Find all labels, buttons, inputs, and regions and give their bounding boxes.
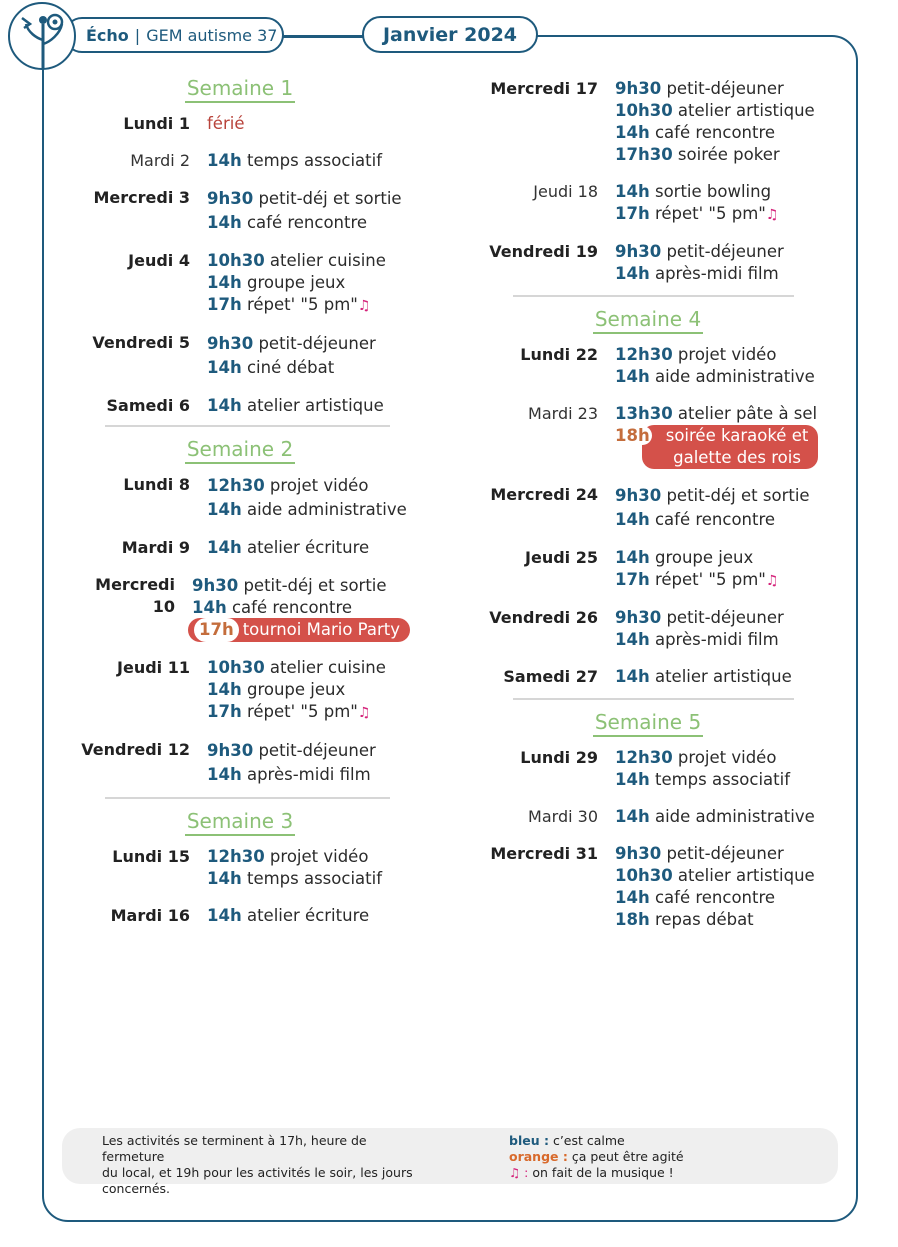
activity: 9h30 petit-déjeuner (207, 334, 376, 353)
day-name: Mercredi 24 (490, 485, 598, 504)
day-name: Mardi 9 (121, 538, 190, 557)
activity: 14h café rencontre (207, 213, 368, 232)
day-entry (70, 474, 410, 522)
day-entry (70, 739, 410, 787)
day-entry (478, 484, 818, 532)
activity: 12h30 projet vidéo (615, 345, 777, 364)
day-entry (70, 846, 410, 890)
footer-note: Les activités se terminent à 17h, heure de fermeture du local, et 19h pour les activités le soir, les jours concernés. (102, 1133, 413, 1196)
brand-name: Écho (86, 25, 129, 45)
day-name: Lundi 15 (112, 847, 190, 866)
activity: 14h café rencontre (191, 598, 353, 617)
legend-blue: bleu : c’est calme (509, 1133, 625, 1148)
activity: 9h30 petit-déjeuner (615, 242, 784, 261)
day-name: Jeudi 4 (128, 251, 190, 270)
day-name: Mercredi 31 (490, 844, 598, 863)
day-name: Lundi 29 (520, 748, 598, 767)
activity: 9h30 petit-déjeuner (615, 844, 784, 863)
highlighted-activity: 17h tournoi Mario Party (192, 618, 410, 642)
activity: 12h30 projet vidéo (207, 476, 369, 495)
activity: 14h aide administrative (615, 807, 815, 826)
activity: 14h sortie bowling (615, 182, 772, 201)
activity: 9h30 petit-déjeuner (615, 608, 784, 627)
day-entry (70, 332, 410, 380)
day-entry (70, 657, 410, 724)
day-name: Mardi 30 (528, 807, 598, 826)
music-note-icon: ♫ (765, 573, 779, 589)
activity: 17h répet' "5 pm"♫ (207, 295, 371, 314)
week-heading: Semaine 1 (70, 76, 410, 103)
activity: 14h temps associatif (207, 869, 383, 888)
highlighted-activity: 18h soirée karaoké et galette des rois (615, 425, 817, 469)
activity: 9h30 petit-déjeuner (615, 79, 784, 98)
header-brand (64, 17, 284, 53)
day-entry (478, 843, 818, 931)
activity: 14h aide administrative (207, 500, 407, 519)
activity: 10h30 atelier cuisine (207, 251, 386, 270)
day-entry (478, 78, 818, 166)
day-name: Vendredi 26 (489, 608, 598, 627)
day-entry (478, 344, 818, 388)
week-heading: Semaine 3 (70, 809, 410, 836)
month-title: Janvier 2024 (362, 16, 538, 53)
activity: 14h atelier écriture (207, 538, 370, 557)
activity: 14h atelier écriture (207, 906, 370, 925)
week-heading: Semaine 2 (70, 437, 410, 464)
day-entry (478, 747, 818, 791)
day-name: Mardi 23 (528, 404, 598, 423)
activity: 14h ciné débat (207, 358, 335, 377)
activity: 14h café rencontre (615, 888, 776, 907)
day-entry (478, 241, 818, 285)
week-divider (513, 295, 794, 297)
day-entry (70, 150, 410, 172)
legend-orange: orange : ça peut être agité (509, 1149, 684, 1164)
activity: 10h30 atelier artistique (615, 866, 815, 885)
day-name: Mercredi 3 (93, 188, 190, 207)
day-name: Mardi 16 (110, 906, 190, 925)
day-name: Vendredi 5 (92, 333, 190, 352)
activity: 13h30 atelier pâte à sel (615, 404, 818, 423)
activity: 12h30 projet vidéo (207, 847, 369, 866)
day-entry (478, 806, 818, 828)
day-entry (478, 666, 818, 688)
music-note-icon: ♫ (765, 207, 779, 223)
week-divider (105, 425, 390, 427)
day-name: Lundi 1 (123, 114, 190, 133)
music-note-icon: ♫ (357, 298, 371, 314)
day-name: Mercredi 17 (490, 79, 598, 98)
day-entry (478, 181, 818, 226)
activity: 14h groupe jeux (615, 548, 754, 567)
color-legend (509, 1133, 684, 1181)
activity: 9h30 petit-déjeuner (207, 741, 376, 760)
day-name: Jeudi 18 (533, 182, 598, 201)
day-name: Vendredi 19 (489, 242, 598, 261)
activity: 9h30 petit-déj et sortie (615, 486, 810, 505)
day-entry (70, 187, 410, 235)
activity: 14h après-midi film (615, 630, 779, 649)
day-name: Mardi 2 (130, 151, 190, 170)
activity: 14h café rencontre (615, 123, 776, 142)
activity: 17h30 soirée poker (615, 145, 780, 164)
activity: 14h atelier artistique (207, 396, 384, 415)
day-name: Samedi 27 (503, 667, 598, 686)
legend-footer (62, 1128, 838, 1196)
activity: 14h après-midi film (207, 765, 371, 784)
activity: 14h temps associatif (207, 151, 383, 170)
activity: 17h répet' "5 pm"♫ (207, 702, 371, 721)
activity: 9h30 petit-déj et sortie (207, 189, 402, 208)
activity: 14h temps associatif (615, 770, 791, 789)
day-name: Lundi 8 (123, 475, 190, 494)
day-entry (70, 395, 410, 417)
activity: 17h répet' "5 pm"♫ (615, 204, 779, 223)
music-note-icon: ♫ (357, 705, 371, 721)
week-heading: Semaine 4 (478, 307, 818, 334)
header-connector (282, 35, 364, 38)
day-entry (70, 905, 410, 927)
activity: 14h aide administrative (615, 367, 815, 386)
day-name: Samedi 6 (106, 396, 190, 415)
day-entry (478, 607, 818, 651)
activity: 10h30 atelier artistique (615, 101, 815, 120)
day-name: Lundi 22 (520, 345, 598, 364)
week-divider (513, 698, 794, 700)
legend-music: ♫ : on fait de la musique ! (509, 1165, 674, 1180)
day-entry (70, 113, 410, 135)
day-entry (478, 403, 818, 469)
music-note-icon: ♫ : (509, 1165, 529, 1180)
day-entry (70, 574, 410, 642)
left-column (70, 76, 410, 942)
activity: 14h après-midi film (615, 264, 779, 283)
holiday-label: férié (207, 114, 245, 133)
right-column (478, 76, 818, 946)
day-entry (70, 537, 410, 559)
activity: 14h atelier artistique (615, 667, 792, 686)
week-divider (105, 797, 390, 799)
activity: 18h repas débat (615, 910, 754, 929)
day-name: Jeudi 25 (525, 548, 598, 567)
day-name: Mercredi 10 (95, 575, 175, 616)
day-name: Vendredi 12 (81, 740, 190, 759)
day-entry (70, 250, 410, 317)
activity: 14h café rencontre (615, 510, 776, 529)
day-entry (478, 547, 818, 592)
week-heading: Semaine 5 (478, 710, 818, 737)
gem-logo (8, 2, 76, 70)
day-name: Jeudi 11 (117, 658, 190, 677)
activity: 10h30 atelier cuisine (207, 658, 386, 677)
brand-separator: | (134, 25, 141, 45)
activity: 14h groupe jeux (207, 680, 346, 699)
activity: 17h répet' "5 pm"♫ (615, 570, 779, 589)
activity: 14h groupe jeux (207, 273, 346, 292)
org-name: GEM autisme 37 (146, 25, 278, 45)
activity: 12h30 projet vidéo (615, 748, 777, 767)
activity: 9h30 petit-déj et sortie (191, 576, 387, 595)
